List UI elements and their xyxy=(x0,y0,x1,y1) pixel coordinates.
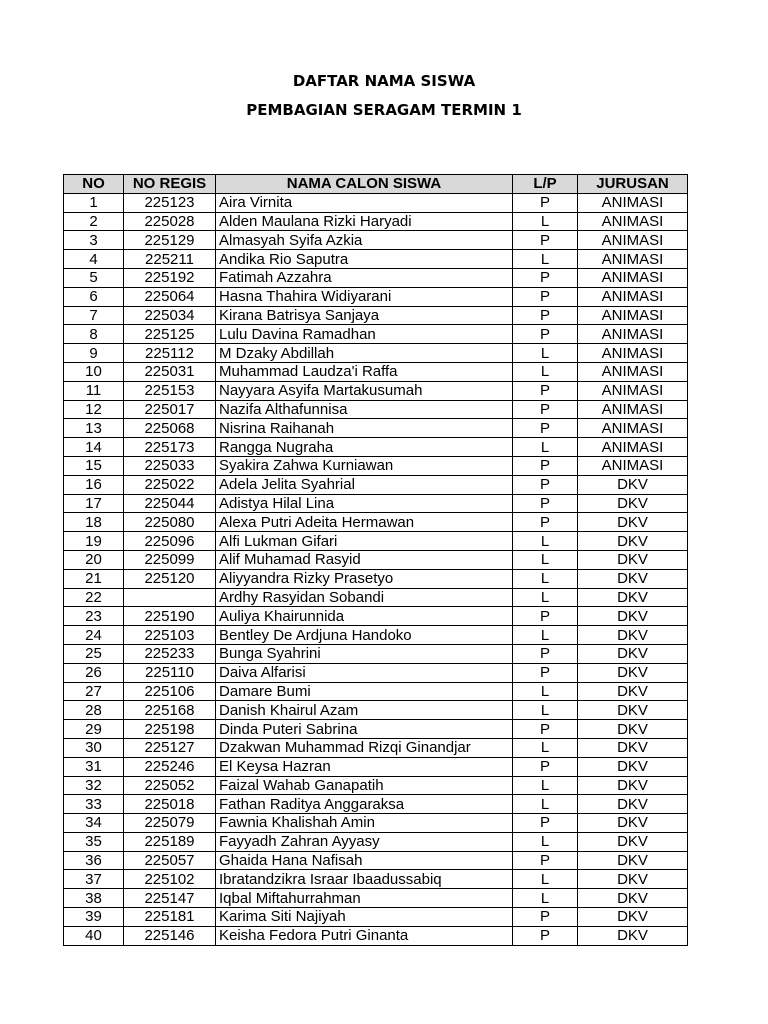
cell-lp: P xyxy=(513,325,578,344)
cell-no-regis: 225018 xyxy=(124,795,216,814)
table-row xyxy=(64,814,688,833)
column-header-no: NO xyxy=(64,175,124,194)
cell-nama: Faizal Wahab Ganapatih xyxy=(216,776,513,795)
cell-lp: P xyxy=(513,193,578,212)
cell-nama: Bentley De Ardjuna Handoko xyxy=(216,626,513,645)
table-row xyxy=(64,362,688,381)
cell-jurusan: DKV xyxy=(578,720,688,739)
cell-nama: Alif Muhamad Rasyid xyxy=(216,550,513,569)
cell-nama: Damare Bumi xyxy=(216,682,513,701)
cell-no: 6 xyxy=(64,287,124,306)
cell-nama: Kirana Batrisya Sanjaya xyxy=(216,306,513,325)
cell-no-regis: 225031 xyxy=(124,362,216,381)
cell-lp: L xyxy=(513,738,578,757)
cell-no-regis: 225192 xyxy=(124,268,216,287)
cell-nama: Dinda Puteri Sabrina xyxy=(216,720,513,739)
cell-nama: Danish Khairul Azam xyxy=(216,701,513,720)
cell-no-regis: 225022 xyxy=(124,475,216,494)
document-subtitle: PEMBAGIAN SERAGAM TERMIN 1 xyxy=(246,101,522,119)
cell-jurusan: ANIMASI xyxy=(578,362,688,381)
cell-no-regis: 225044 xyxy=(124,494,216,513)
cell-no-regis: 225052 xyxy=(124,776,216,795)
cell-nama: Karima Siti Najiyah xyxy=(216,908,513,927)
cell-no: 11 xyxy=(64,381,124,400)
cell-nama: Iqbal Miftahurrahman xyxy=(216,889,513,908)
cell-jurusan: DKV xyxy=(578,926,688,945)
cell-jurusan: ANIMASI xyxy=(578,456,688,475)
cell-lp: L xyxy=(513,795,578,814)
cell-lp: P xyxy=(513,663,578,682)
table-row xyxy=(64,626,688,645)
table-body xyxy=(64,193,688,945)
cell-lp: L xyxy=(513,212,578,231)
cell-lp: L xyxy=(513,682,578,701)
cell-no-regis: 225017 xyxy=(124,400,216,419)
cell-no: 2 xyxy=(64,212,124,231)
cell-no: 7 xyxy=(64,306,124,325)
cell-nama: Andika Rio Saputra xyxy=(216,250,513,269)
cell-no: 16 xyxy=(64,475,124,494)
column-header-lp: L/P xyxy=(513,175,578,194)
cell-lp: P xyxy=(513,644,578,663)
cell-nama: Bunga Syahrini xyxy=(216,644,513,663)
cell-jurusan: ANIMASI xyxy=(578,212,688,231)
cell-no-regis: 225064 xyxy=(124,287,216,306)
column-header-jurusan: JURUSAN xyxy=(578,175,688,194)
cell-jurusan: ANIMASI xyxy=(578,344,688,363)
cell-no: 31 xyxy=(64,757,124,776)
cell-jurusan: ANIMASI xyxy=(578,325,688,344)
cell-nama: Nayyara Asyifa Martakusumah xyxy=(216,381,513,400)
cell-nama: Rangga Nugraha xyxy=(216,438,513,457)
cell-nama: Aliyyandra Rizky Prasetyo xyxy=(216,569,513,588)
cell-jurusan: ANIMASI xyxy=(578,381,688,400)
cell-nama: Daiva Alfarisi xyxy=(216,663,513,682)
cell-lp: P xyxy=(513,400,578,419)
cell-jurusan: ANIMASI xyxy=(578,400,688,419)
table-row xyxy=(64,889,688,908)
cell-no-regis: 225106 xyxy=(124,682,216,701)
table-row xyxy=(64,701,688,720)
cell-lp: P xyxy=(513,814,578,833)
cell-nama: Hasna Thahira Widiyarani xyxy=(216,287,513,306)
table-row xyxy=(64,926,688,945)
cell-nama: Nisrina Raihanah xyxy=(216,419,513,438)
cell-jurusan: DKV xyxy=(578,569,688,588)
cell-jurusan: DKV xyxy=(578,795,688,814)
cell-jurusan: DKV xyxy=(578,814,688,833)
table-row xyxy=(64,550,688,569)
cell-lp: P xyxy=(513,926,578,945)
cell-jurusan: DKV xyxy=(578,776,688,795)
cell-no: 23 xyxy=(64,607,124,626)
cell-no: 24 xyxy=(64,626,124,645)
cell-no: 5 xyxy=(64,268,124,287)
cell-lp: L xyxy=(513,344,578,363)
cell-lp: P xyxy=(513,287,578,306)
table-row xyxy=(64,532,688,551)
column-header-nama: NAMA CALON SISWA xyxy=(216,175,513,194)
cell-lp: L xyxy=(513,701,578,720)
cell-no-regis: 225099 xyxy=(124,550,216,569)
cell-nama: Nazifa Althafunnisa xyxy=(216,400,513,419)
table-row xyxy=(64,231,688,250)
cell-jurusan: DKV xyxy=(578,832,688,851)
cell-nama: Aira Virnita xyxy=(216,193,513,212)
cell-no: 28 xyxy=(64,701,124,720)
table-row xyxy=(64,851,688,870)
cell-no-regis: 225034 xyxy=(124,306,216,325)
table-row xyxy=(64,720,688,739)
table-header xyxy=(64,175,688,194)
cell-no-regis: 225033 xyxy=(124,456,216,475)
cell-no-regis: 225102 xyxy=(124,870,216,889)
cell-nama: Lulu Davina Ramadhan xyxy=(216,325,513,344)
cell-no: 13 xyxy=(64,419,124,438)
cell-nama: Alden Maulana Rizki Haryadi xyxy=(216,212,513,231)
table-row xyxy=(64,757,688,776)
cell-jurusan: ANIMASI xyxy=(578,306,688,325)
cell-jurusan: DKV xyxy=(578,550,688,569)
cell-nama: Almasyah Syifa Azkia xyxy=(216,231,513,250)
cell-no: 9 xyxy=(64,344,124,363)
cell-no: 18 xyxy=(64,513,124,532)
table-row xyxy=(64,306,688,325)
cell-nama: Ibratandzikra Israar Ibaadussabiq xyxy=(216,870,513,889)
cell-no-regis: 225233 xyxy=(124,644,216,663)
cell-jurusan: DKV xyxy=(578,644,688,663)
cell-jurusan: DKV xyxy=(578,532,688,551)
cell-lp: L xyxy=(513,438,578,457)
table-row xyxy=(64,795,688,814)
cell-jurusan: DKV xyxy=(578,607,688,626)
cell-lp: P xyxy=(513,513,578,532)
cell-lp: L xyxy=(513,550,578,569)
cell-no: 8 xyxy=(64,325,124,344)
table-row xyxy=(64,908,688,927)
table-row xyxy=(64,381,688,400)
cell-no: 3 xyxy=(64,231,124,250)
table-row xyxy=(64,344,688,363)
cell-lp: P xyxy=(513,720,578,739)
cell-no: 19 xyxy=(64,532,124,551)
cell-no-regis: 225129 xyxy=(124,231,216,250)
cell-no: 32 xyxy=(64,776,124,795)
cell-nama: Ardhy Rasyidan Sobandi xyxy=(216,588,513,607)
cell-nama: Fatimah Azzahra xyxy=(216,268,513,287)
cell-lp: L xyxy=(513,362,578,381)
cell-no: 35 xyxy=(64,832,124,851)
table-row xyxy=(64,663,688,682)
cell-no: 4 xyxy=(64,250,124,269)
cell-nama: Muhammad Laudza'i Raffa xyxy=(216,362,513,381)
cell-no-regis: 225110 xyxy=(124,663,216,682)
cell-no-regis: 225103 xyxy=(124,626,216,645)
cell-lp: P xyxy=(513,607,578,626)
cell-lp: P xyxy=(513,456,578,475)
cell-lp: L xyxy=(513,626,578,645)
table-row xyxy=(64,588,688,607)
cell-no-regis: 225153 xyxy=(124,381,216,400)
cell-no: 39 xyxy=(64,908,124,927)
cell-no-regis: 225123 xyxy=(124,193,216,212)
cell-lp: L xyxy=(513,532,578,551)
table-row xyxy=(64,644,688,663)
cell-no: 1 xyxy=(64,193,124,212)
cell-jurusan: DKV xyxy=(578,908,688,927)
cell-nama: Dzakwan Muhammad Rizqi Ginandjar xyxy=(216,738,513,757)
cell-no: 37 xyxy=(64,870,124,889)
cell-lp: P xyxy=(513,851,578,870)
table-row xyxy=(64,268,688,287)
cell-no-regis: 225028 xyxy=(124,212,216,231)
cell-jurusan: ANIMASI xyxy=(578,287,688,306)
cell-jurusan: ANIMASI xyxy=(578,438,688,457)
cell-jurusan: DKV xyxy=(578,851,688,870)
cell-no-regis: 225096 xyxy=(124,532,216,551)
table-row xyxy=(64,212,688,231)
cell-no: 22 xyxy=(64,588,124,607)
cell-jurusan: DKV xyxy=(578,626,688,645)
cell-nama: El Keysa Hazran xyxy=(216,757,513,776)
cell-nama: Alfi Lukman Gifari xyxy=(216,532,513,551)
cell-jurusan: DKV xyxy=(578,663,688,682)
cell-jurusan: DKV xyxy=(578,701,688,720)
cell-no: 30 xyxy=(64,738,124,757)
table-row xyxy=(64,250,688,269)
table-row xyxy=(64,475,688,494)
cell-lp: L xyxy=(513,889,578,908)
table-row xyxy=(64,569,688,588)
cell-no: 14 xyxy=(64,438,124,457)
table-row xyxy=(64,400,688,419)
column-header-no-regis: NO REGIS xyxy=(124,175,216,194)
cell-no-regis: 225057 xyxy=(124,851,216,870)
cell-jurusan: DKV xyxy=(578,889,688,908)
cell-lp: L xyxy=(513,776,578,795)
table-row xyxy=(64,513,688,532)
cell-jurusan: DKV xyxy=(578,494,688,513)
cell-nama: Auliya Khairunnida xyxy=(216,607,513,626)
table-row xyxy=(64,438,688,457)
cell-no-regis: 225146 xyxy=(124,926,216,945)
cell-jurusan: ANIMASI xyxy=(578,268,688,287)
cell-no-regis: 225068 xyxy=(124,419,216,438)
cell-lp: P xyxy=(513,381,578,400)
cell-no-regis: 225168 xyxy=(124,701,216,720)
cell-lp: L xyxy=(513,870,578,889)
cell-jurusan: ANIMASI xyxy=(578,250,688,269)
cell-no-regis: 225079 xyxy=(124,814,216,833)
table-row xyxy=(64,494,688,513)
table-row xyxy=(64,325,688,344)
cell-jurusan: DKV xyxy=(578,738,688,757)
cell-jurusan: DKV xyxy=(578,513,688,532)
cell-no-regis: 225112 xyxy=(124,344,216,363)
cell-no: 15 xyxy=(64,456,124,475)
cell-no-regis: 225080 xyxy=(124,513,216,532)
cell-no: 33 xyxy=(64,795,124,814)
cell-lp: P xyxy=(513,268,578,287)
table-row xyxy=(64,607,688,626)
cell-no-regis: 225120 xyxy=(124,569,216,588)
cell-no: 26 xyxy=(64,663,124,682)
cell-lp: P xyxy=(513,419,578,438)
cell-no: 36 xyxy=(64,851,124,870)
cell-no-regis: 225189 xyxy=(124,832,216,851)
cell-nama: Fathan Raditya Anggaraksa xyxy=(216,795,513,814)
cell-lp: P xyxy=(513,494,578,513)
cell-no-regis: 225181 xyxy=(124,908,216,927)
cell-nama: Alexa Putri Adeita Hermawan xyxy=(216,513,513,532)
table-row xyxy=(64,287,688,306)
cell-no-regis: 225198 xyxy=(124,720,216,739)
cell-nama: Adela Jelita Syahrial xyxy=(216,475,513,494)
cell-no: 38 xyxy=(64,889,124,908)
table-row xyxy=(64,776,688,795)
student-table xyxy=(63,174,688,946)
cell-lp: L xyxy=(513,569,578,588)
cell-lp: P xyxy=(513,475,578,494)
cell-nama: Fawnia Khalishah Amin xyxy=(216,814,513,833)
cell-lp: P xyxy=(513,908,578,927)
table-row xyxy=(64,456,688,475)
cell-nama: Adistya Hilal Lina xyxy=(216,494,513,513)
cell-no: 29 xyxy=(64,720,124,739)
cell-no: 17 xyxy=(64,494,124,513)
cell-jurusan: DKV xyxy=(578,870,688,889)
header-row xyxy=(64,175,688,194)
table-row xyxy=(64,832,688,851)
table-row xyxy=(64,682,688,701)
cell-no: 12 xyxy=(64,400,124,419)
table-row xyxy=(64,870,688,889)
document-title: DAFTAR NAMA SISWA xyxy=(292,72,476,90)
cell-no: 20 xyxy=(64,550,124,569)
cell-jurusan: ANIMASI xyxy=(578,193,688,212)
table-row xyxy=(64,193,688,212)
cell-no-regis: 225147 xyxy=(124,889,216,908)
cell-no: 34 xyxy=(64,814,124,833)
cell-no-regis: 225173 xyxy=(124,438,216,457)
table-row xyxy=(64,738,688,757)
cell-jurusan: DKV xyxy=(578,682,688,701)
cell-nama: Fayyadh Zahran Ayyasy xyxy=(216,832,513,851)
cell-no: 27 xyxy=(64,682,124,701)
cell-jurusan: DKV xyxy=(578,475,688,494)
cell-lp: L xyxy=(513,588,578,607)
table-row xyxy=(64,419,688,438)
cell-jurusan: ANIMASI xyxy=(578,419,688,438)
cell-no: 25 xyxy=(64,644,124,663)
cell-no-regis xyxy=(124,588,216,607)
cell-nama: Keisha Fedora Putri Ginanta xyxy=(216,926,513,945)
cell-nama: Ghaida Hana Nafisah xyxy=(216,851,513,870)
cell-nama: M Dzaky Abdillah xyxy=(216,344,513,363)
cell-lp: L xyxy=(513,832,578,851)
cell-no: 21 xyxy=(64,569,124,588)
cell-lp: L xyxy=(513,250,578,269)
cell-lp: P xyxy=(513,231,578,250)
cell-jurusan: DKV xyxy=(578,757,688,776)
cell-no-regis: 225211 xyxy=(124,250,216,269)
cell-no-regis: 225127 xyxy=(124,738,216,757)
cell-no: 40 xyxy=(64,926,124,945)
cell-nama: Syakira Zahwa Kurniawan xyxy=(216,456,513,475)
cell-no: 10 xyxy=(64,362,124,381)
cell-no-regis: 225190 xyxy=(124,607,216,626)
cell-no-regis: 225125 xyxy=(124,325,216,344)
cell-jurusan: DKV xyxy=(578,588,688,607)
cell-lp: P xyxy=(513,757,578,776)
cell-lp: P xyxy=(513,306,578,325)
cell-no-regis: 225246 xyxy=(124,757,216,776)
cell-jurusan: ANIMASI xyxy=(578,231,688,250)
